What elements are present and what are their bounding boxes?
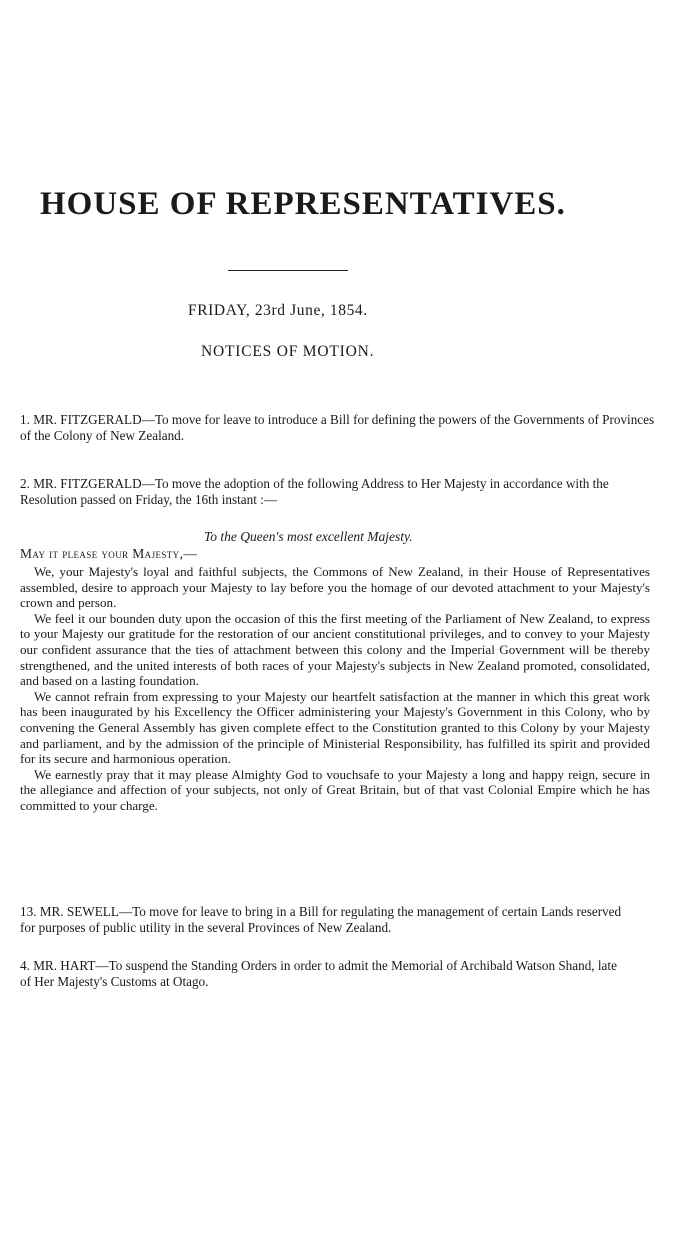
motion-mover: MR. SEWELL xyxy=(39,904,119,919)
motion-text: —To move for leave to bring in a Bill for regulating the management of certain Lands reserved for purposes of public utility in the several Provinces of New Zealand. xyxy=(20,904,622,935)
motion-text: —To move the adoption of the following Address to Her Majesty in accordance with the Resolution passed on Friday, the 16th instant :— xyxy=(20,476,609,507)
motion-item xyxy=(20,412,655,444)
section-heading: NOTICES OF MOTION. xyxy=(201,343,375,360)
address-body xyxy=(20,564,650,814)
motion-item xyxy=(20,904,630,936)
address-salutation: May it please your Majesty,— xyxy=(20,546,198,561)
address-paragraph: We, your Majesty's loyal and faithful subjects, the Commons of New Zealand, in their House of Representatives assembled, desire to approach your Majesty to lay before you the homage of our devoted attachment to your Majesty's crown and person. xyxy=(20,564,650,611)
motion-number: 4. xyxy=(20,958,30,973)
title-rule xyxy=(228,270,348,271)
motion-number: 2. xyxy=(20,476,30,491)
address-paragraph: We cannot refrain from expressing to your Majesty our heartfelt satisfaction at the manner in which this great work has been inaugurated by his Excellency the Officer administering your Majesty's Government in this Colony, who by convening the General Assembly has given complete effect to the Constitution granted to this Colony by your Majesty and parliament, and by the admission of the principle of Ministerial Responsibility, has fulfilled its spirit and provided for its secure and harmonious operation. xyxy=(20,688,650,767)
motion-mover: MR. FITZGERALD xyxy=(33,412,142,427)
motion-mover: MR. HART xyxy=(33,958,96,973)
motion-item xyxy=(20,476,655,508)
address-paragraph: We earnestly pray that it may please Almighty God to vouchsafe to your Majesty a long and happy reign, secure in the allegiance and affection of your subjects, not only of Great Britain, but of that vast Colonial Empire which he has committed to your charge. xyxy=(20,766,650,813)
motion-number: 13. xyxy=(20,904,37,919)
sitting-date: FRIDAY, 23rd June, 1854. xyxy=(188,302,368,319)
address-paragraph: We feel it our bounden duty upon the occasion of this the first meeting of the Parliament of New Zealand, to express to your Majesty our gratitude for the restoration of our ancient constitutional privileges, and to convey to your Majesty our confident assurance that the ties of attachment between this colony and the Imperial Government will be thereby strengthened, and the united interests of both races of your Majesty's subjects in New Zealand promoted, consolidated, and based on a lasting foundation. xyxy=(20,610,650,689)
document-title: HOUSE OF REPRESENTATIVES. xyxy=(40,186,566,222)
motion-text: —To suspend the Standing Orders in order to admit the Memorial of Archibald Watson Shand, late of Her Majesty's Customs at Otago. xyxy=(20,958,617,989)
motion-item xyxy=(20,958,630,990)
address-addressee: To the Queen's most excellent Majesty. xyxy=(204,529,413,544)
motion-number: 1. xyxy=(20,412,30,427)
motion-text: —To move for leave to introduce a Bill for defining the powers of the Governments of Provinces of the Colony of New Zealand. xyxy=(20,412,655,443)
motion-mover: MR. FITZGERALD xyxy=(33,476,142,491)
